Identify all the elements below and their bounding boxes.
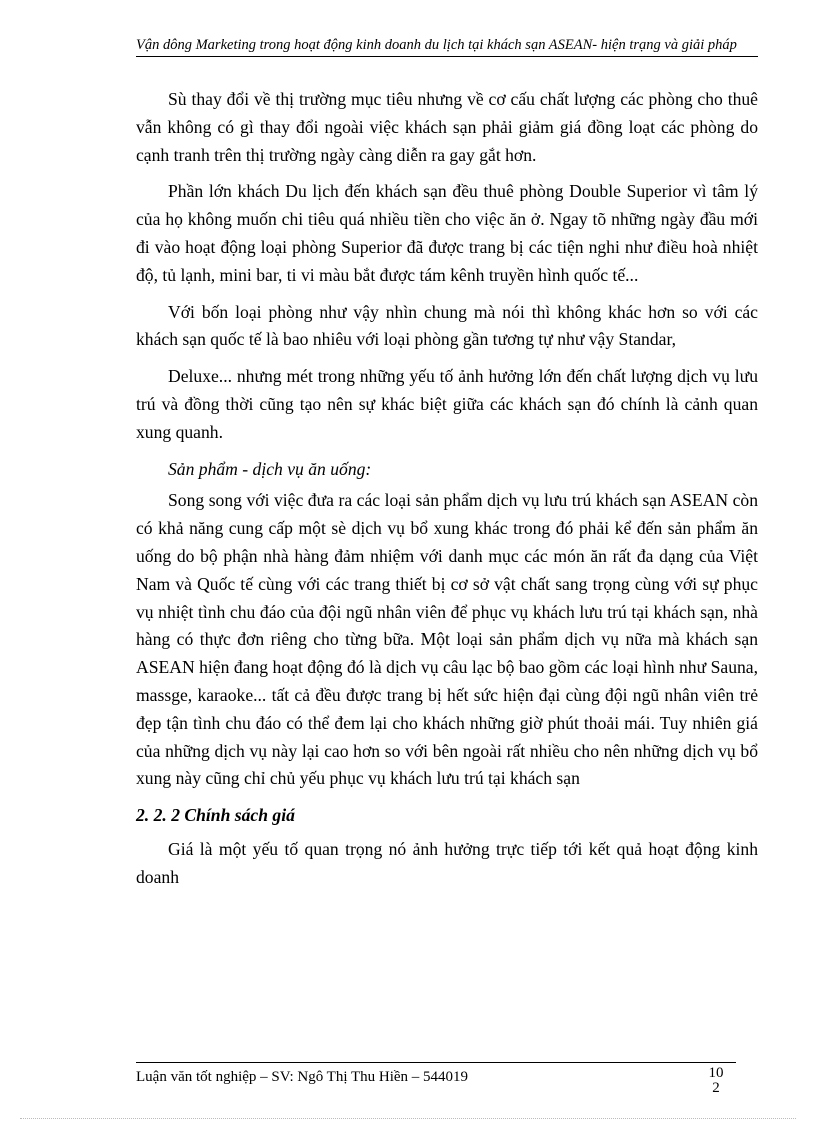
footer-text: Luận văn tốt nghiệp – SV: Ngô Thị Thu Hiền – 544019 (136, 1069, 469, 1085)
running-header: Vận dông Marketing trong hoạt động kinh doanh du lịch tại khách sạn ASEAN- hiện trạng và giải pháp (136, 37, 758, 57)
page-number: 102 (708, 1065, 724, 1096)
paragraph-four-room-types: Với bốn loại phòng như vậy nhìn chung mà nói thì không khác hơn so với các khách sạn quốc tế là bao nhiêu với loại phòng gần tương tự như vậy Standar, (136, 301, 758, 350)
paragraph-target-market: Sù thay đổi về thị trường mục tiêu nhưng về cơ cấu chất lượng các phòng cho thuê vẫn không có gì thay đổi ngoài việc khách sạn phải giảm giá đồng loạt các phòng do cạnh tranh trên thị trường ngày càng diễn ra gay gắt hơn. (136, 89, 758, 165)
paragraph-double-superior: Phần lớn khách Du lịch đến khách sạn đều thuê phòng Double Superior vì tâm lý của họ không muốn chi tiêu quá nhiều tiền cho việc ăn ở. Ngay tõ những ngày đầu mới đi vào hoạt động loại phòng Superior đã được trang bị các tiện nghi như điều hoà nhiệt độ, tủ lạnh, mini bar, ti vi màu bắt được tám kênh truyền hình quốc tế... (136, 181, 758, 285)
paragraph-pricing: Giá là một yếu tố quan trọng nó ảnh hưởng trực tiếp tới kết quả hoạt động kinh doanh (136, 838, 758, 887)
section-heading-pricing-policy: 2. 2. 2 Chính sách giá (136, 805, 295, 826)
footer-divider (136, 1062, 736, 1063)
subheading-food-beverage: Sản phẩm - dịch vụ ăn uống: (168, 458, 372, 479)
document-body (136, 86, 758, 901)
paragraph-deluxe-landscape: Deluxe... nhưng mét trong những yếu tố ảnh hưởng lớn đến chất lượng dịch vụ lưu trú và đồng thời cũng tạo nên sự khác biệt giữa các khách sạn đó chính là cảnh quan xung quanh. (136, 366, 758, 442)
page-bottom-boundary (20, 1118, 796, 1119)
paragraph-food-beverage-services: Song song với việc đưa ra các loại sản phẩm dịch vụ lưu trú khách sạn ASEAN còn có khả năng cung cấp một sè dịch vụ bổ xung khác trong đó phải kể đến sản phẩm ăn uống do bộ phận nhà hàng đảm nhiệm với danh mục các món ăn rất đa dạng của Việt Nam và Quốc tế cùng với các trang thiết bị cơ sở vật chất sang trọng cùng với sự phục vụ nhiệt tình chu đáo của đội ngũ nhân viên để phục vụ khách lưu trú tại khách sạn, nhà hàng có thực đơn riêng cho từng bữa. Một loại sản phẩm dịch vụ nữa mà khách sạn ASEAN hiện đang hoạt động đó là dịch vụ câu lạc bộ bao gồm các loại hình như Sauna, massge, karaoke... tất cả đều được trang bị hết sức hiện đại cùng đội ngũ nhân viên trẻ đẹp tận tình chu đáo có thể đem lại cho khách những giờ phút thoải mái. Tuy nhiên giá của những dịch vụ này lại cao hơn so với bên ngoài rất nhiều cho nên những dịch vụ bổ xung này cũng chỉ chủ yếu phục vụ khách lưu trú tại khách sạn (136, 490, 758, 789)
